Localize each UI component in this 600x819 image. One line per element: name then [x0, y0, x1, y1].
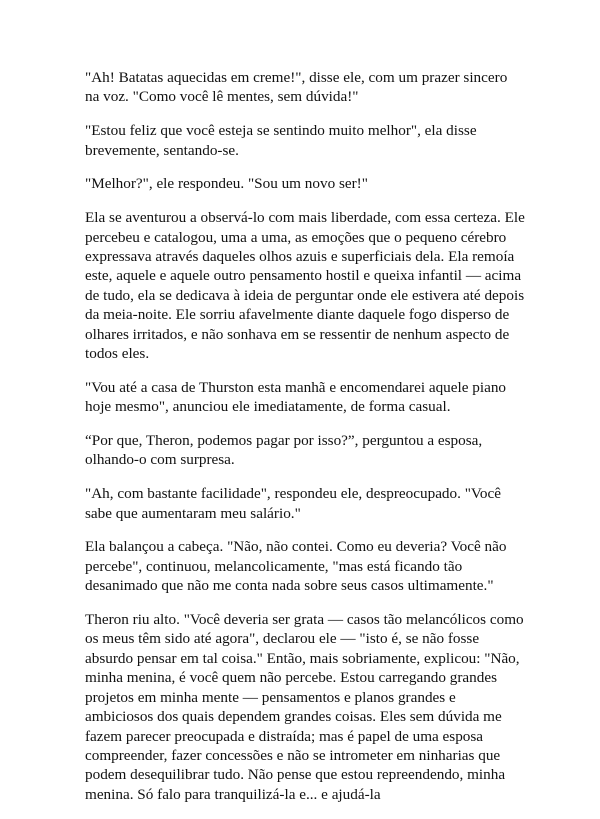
paragraph-2: "Estou feliz que você esteja se sentindo muito melhor", ela disse brevemente, sentando-se. [85, 122, 477, 159]
paragraph-7: "Ah, com bastante facilidade", respondeu ele, despreocupado. "Você sabe que aumentaram meu salário." [85, 485, 501, 522]
paragraph-3: "Melhor?", ele respondeu. "Sou um novo ser!" [85, 175, 368, 193]
paragraph-1: "Ah! Batatas aquecidas em creme!", disse ele, com um prazer sincero na voz. "Como você lê mentes, sem dúvida!" [85, 69, 508, 106]
paragraph-9: Theron riu alto. "Você deveria ser grata — casos tão melancólicos como os meus têm sido até agora", declarou ele — "isto é, se não fosse absurdo pensar em tal coisa." Então, mais sobriamente, explicou: "Não, minha menina, é você quem não percebe. Estou carregando grandes projetos em minha mente — pensamentos e planos grandes e ambiciosos dos quais dependem grandes coisas. Eles sem dúvida me fazem parecer preocupada e distraída; mas é papel de uma esposa compreender, fazer concessões e não se intrometer em ninharias que podem desequilibrar tudo. Não pense que estou repreendendo, minha menina. Só falo para tranquilizá-la e... e ajudá-la [85, 611, 524, 803]
document-page [85, 68, 525, 819]
paragraph-5: "Vou até a casa de Thurston esta manhã e encomendarei aquele piano hoje mesmo", anunciou ele imediatamente, de forma casual. [85, 378, 507, 416]
paragraph-4: Ela se aventurou a observá-lo com mais liberdade, com essa certeza. Ele percebeu e catalogou, uma a uma, as emoções que o pequeno cérebro expressava através daqueles olhos azuis e superficiais dela. Ela remoía este, aquele e aquele outro pensamento hostil e queixa infantil — acima de tudo, ela se dedicava à ideia de perguntar onde ele estivera até depois da meia-noite. Ele sorriu afavelmente diante daquele fogo disperso de olhares irritados, e não sonhava em se ressentir de nenhum aspecto de todos eles. [85, 209, 525, 363]
paragraph-6: “Por que, Theron, podemos pagar por isso?”, perguntou a esposa, olhando-o com surpresa. [85, 432, 483, 469]
paragraph-8: Ela balançou a cabeça. "Não, não contei. Como eu deveria? Você não percebe", continuou, melancolicamente, "mas está ficando tão desanimado que não me conta nada sobre seus casos ultimamente." [85, 538, 507, 595]
